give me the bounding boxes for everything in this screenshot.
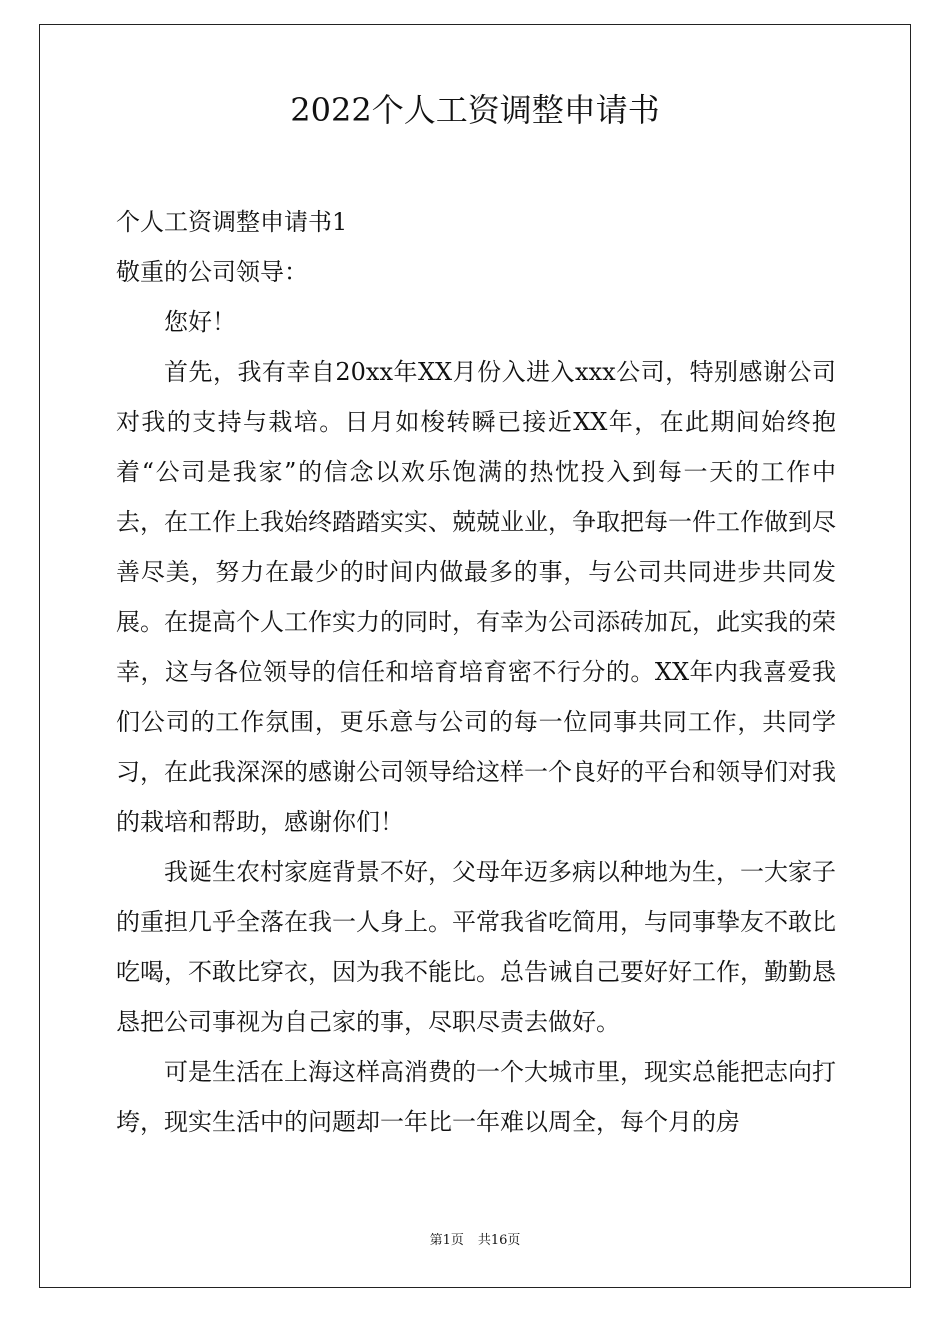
document-subtitle: 个人工资调整申请书1: [116, 208, 348, 236]
greeting: 您好！: [164, 308, 236, 336]
page-number-current: 第1页: [429, 1233, 464, 1248]
paragraph-2: 我诞生农村家庭背景不好，父母年迈多病以种地为生，一大家子的重担几乎全落在我一人身上。平常我省吃简用，与同事挚友不敢比吃喝，不敢比穿衣，因为我不能比。总告诫自己要好好工作，勤勤恳恳把公司事视为自己家的事，尽职尽责去做好。: [116, 858, 836, 1036]
page-number-total: 共16页: [477, 1233, 521, 1248]
paragraph-1: 首先，我有幸自20xx年XX月份入进入xxx公司，特别感谢公司对我的支持与栽培。日月如梭转瞬已接近XX年，在此期间始终抱着“公司是我家”的信念以欢乐饱满的热忱投入到每一天的工作中去，在工作上我始终踏踏实实、兢兢业业，争取把每一件工作做到尽善尽美，努力在最少的时间内做最多的事，与公司共同进步共同发展。在提高个人工作实力的同时，有幸为公司添砖加瓦，此实我的荣幸，这与各位领导的信任和培育培育密不行分的。XX年内我喜爱我们公司的工作氛围，更乐意与公司的每一位同事共同工作，共同学习，在此我深深的感谢公司领导给这样一个良好的平台和领导们对我的栽培和帮助，感谢你们！: [116, 358, 836, 836]
salutation: 敬重的公司领导：: [116, 258, 308, 286]
document-body: [116, 197, 836, 1147]
paragraph-3: 可是生活在上海这样高消费的一个大城市里，现实总能把志向打垮，现实生活中的问题却一年比一年难以周全，每个月的房: [116, 1058, 836, 1136]
page-footer: [0, 1232, 950, 1250]
document-title: 2022个人工资调整申请书: [290, 91, 660, 129]
